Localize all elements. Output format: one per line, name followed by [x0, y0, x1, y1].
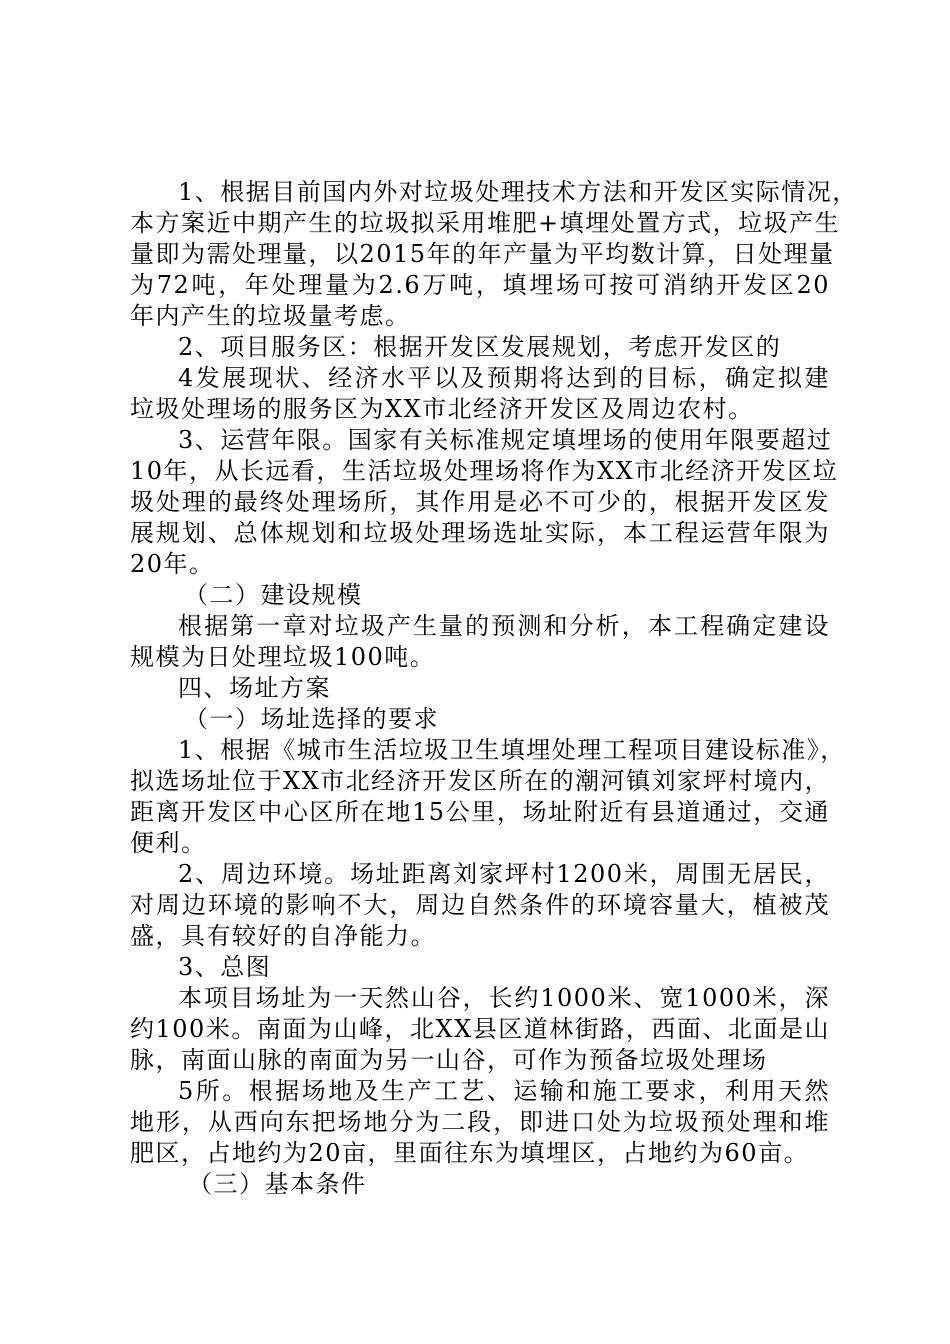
text-line: 3、运营年限。国家有关标准规定填埋场的使用年限要超过 [178, 426, 833, 454]
text-line: 距离开发区中心区所在地15公里，场址附近有县道通过，交通 [130, 798, 830, 826]
text-line: 展规划、总体规划和垃圾处理场选址实际，本工程运营年限为 [130, 519, 830, 547]
text-line: 10年，从长远看，生活垃圾处理场将作为XX市北经济开发区垃 [130, 457, 839, 485]
text-line: 对周边环境的影响不大，周边自然条件的环境容量大，植被茂 [130, 891, 830, 919]
text-line: 约100米。南面为山峰，北XX县区道林街路，西面、北面是山 [130, 1015, 830, 1043]
text-line: 本项目场址为一天然山谷，长约1000米、宽1000米，深 [178, 984, 830, 1012]
text-line: 2、周边环境。场址距离刘家坪村1200米，周围无居民， [178, 860, 830, 888]
text-line: 圾处理的最终处理场所，其作用是必不可少的，根据开发区发 [130, 488, 830, 516]
text-line: 本方案近中期产生的垃圾拟采用堆肥+填埋处置方式，垃圾产生 [130, 209, 841, 237]
text-line: 规模为日处理垃圾100吨。 [130, 643, 436, 671]
text-line: 年内产生的垃圾量考虑。 [130, 302, 411, 330]
text-line: 5所。根据场地及生产工艺、运输和施工要求，利用天然 [178, 1077, 830, 1105]
text-line: 20年。 [130, 550, 215, 578]
text-line: 4发展现状、经济水平以及预期将达到的目标，确定拟建 [178, 364, 830, 392]
section-heading: （三）基本条件 [188, 1170, 367, 1198]
text-line: 1、根据《城市生活垃圾卫生填埋处理工程项目建设标准》， [178, 736, 846, 764]
text-line: 量即为需处理量，以2015年的年产量为平均数计算，日处理量 [130, 240, 835, 268]
section-heading: 四、场址方案 [178, 674, 331, 702]
text-line: 脉，南面山脉的南面为另一山谷，可作为预备垃圾处理场 [130, 1046, 768, 1074]
text-line: 便利。 [130, 829, 207, 857]
text-line: 垃圾处理场的服务区为XX市北经济开发区及周边农村。 [130, 395, 754, 423]
text-line: 2、项目服务区：根据开发区发展规划，考虑开发区的 [178, 333, 782, 361]
section-heading: （二）建设规模 [184, 581, 363, 609]
text-line: 地形，从西向东把场地分为二段，即进口处为垃圾预处理和堆 [130, 1108, 830, 1136]
section-heading: 3、总图 [178, 953, 272, 981]
text-line: 根据第一章对垃圾产生量的预测和分析，本工程确定建设 [178, 612, 830, 640]
text-line: 肥区，占地约为20亩，里面往东为填埋区，占地约为60亩。 [130, 1139, 810, 1167]
text-line: 盛，具有较好的自净能力。 [130, 922, 436, 950]
text-line: 为72吨，年处理量为2.6万吨，填埋场可按可消纳开发区20 [130, 271, 830, 299]
text-line: 1、根据目前国内外对垃圾处理技术方法和开发区实际情况， [178, 178, 858, 206]
text-line: 拟选场址位于XX市北经济开发区所在的潮河镇刘家坪村境内， [130, 767, 831, 795]
section-heading: （一）场址选择的要求 [184, 705, 439, 733]
